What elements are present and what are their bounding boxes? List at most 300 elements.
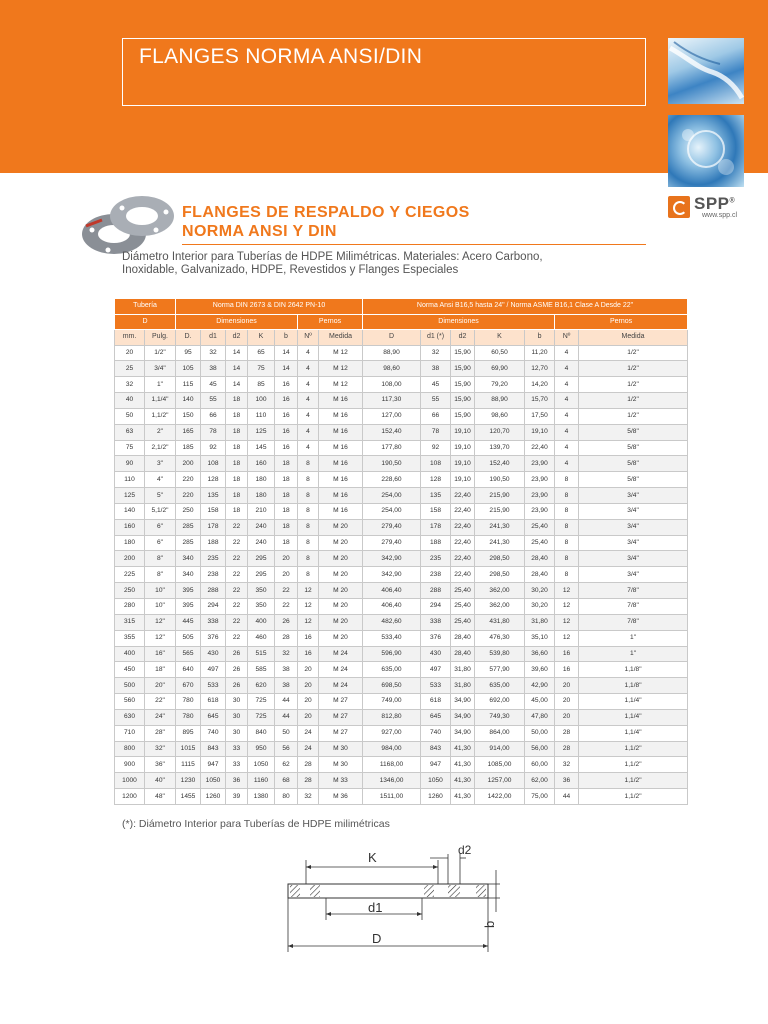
table-cell: 692,00 [475, 694, 525, 710]
table-cell: 1422,00 [475, 789, 525, 805]
table-row [115, 424, 688, 440]
table-cell: 1,1/2" [579, 757, 688, 773]
header-ansi: Norma Ansi B16,5 hasta 24" / Norma ASME B16,1 Clase A Desde 22" [363, 299, 688, 315]
table-cell: 50 [275, 725, 298, 741]
table-cell: 200 [115, 551, 145, 567]
table-cell: 22,40 [451, 535, 475, 551]
table-cell: 12 [555, 630, 579, 646]
table-cell: 177,80 [363, 440, 421, 456]
table-row [115, 440, 688, 456]
table-cell: 47,80 [525, 709, 555, 725]
table-cell: 38 [275, 662, 298, 678]
table-cell: 12 [555, 583, 579, 599]
table-body [115, 345, 688, 804]
table-cell: 241,30 [475, 535, 525, 551]
table-cell: 295 [248, 551, 275, 567]
water-bubbles-icon [668, 115, 744, 187]
table-cell: 25,40 [525, 535, 555, 551]
table-cell: 12 [555, 614, 579, 630]
table-row [115, 488, 688, 504]
table-header-row-2 [115, 314, 688, 330]
table-cell: 20 [298, 709, 319, 725]
table-row [115, 646, 688, 662]
table-row [115, 741, 688, 757]
table-cell: M 16 [319, 440, 363, 456]
table-cell: 105 [176, 361, 201, 377]
table-cell: 28 [298, 773, 319, 789]
table-cell: M 20 [319, 599, 363, 615]
table-cell: 16 [555, 662, 579, 678]
table-cell: 315 [115, 614, 145, 630]
table-cell: 395 [176, 599, 201, 615]
table-cell: 1115 [176, 757, 201, 773]
table-cell: 62,00 [525, 773, 555, 789]
table-cell: 800 [115, 741, 145, 757]
column-header: Pulg. [145, 330, 176, 346]
table-cell: 40 [115, 393, 145, 409]
section-title-line2: NORMA ANSI Y DIN [182, 223, 337, 240]
table-cell: 75 [115, 440, 145, 456]
table-cell: 30 [226, 709, 248, 725]
spp-logo [668, 194, 748, 222]
table-cell: 50,00 [525, 725, 555, 741]
table-cell: 32 [555, 757, 579, 773]
table-cell: 36" [145, 757, 176, 773]
table-cell: 238 [201, 567, 226, 583]
table-cell: 19,10 [451, 472, 475, 488]
table-cell: 15,70 [525, 393, 555, 409]
table-row [115, 599, 688, 615]
table-cell: 20 [298, 662, 319, 678]
table-cell: 3/4" [145, 361, 176, 377]
table-row [115, 630, 688, 646]
table-cell: 22 [226, 551, 248, 567]
table-cell: 338 [201, 614, 226, 630]
table-cell: 295 [248, 567, 275, 583]
table-cell: 241,30 [475, 519, 525, 535]
table-cell: 4 [555, 393, 579, 409]
table-cell: 16 [275, 408, 298, 424]
table-cell: 864,00 [475, 725, 525, 741]
table-cell: 4 [298, 393, 319, 409]
table-cell: 228,60 [363, 472, 421, 488]
table-cell: 338 [421, 614, 451, 630]
table-cell: 984,00 [363, 741, 421, 757]
table-cell: 400 [115, 646, 145, 662]
table-cell: 22,40 [451, 503, 475, 519]
table-cell: 28 [298, 757, 319, 773]
table-cell: M 20 [319, 535, 363, 551]
table-cell: 108 [421, 456, 451, 472]
table-cell: M 16 [319, 503, 363, 519]
table-cell: 75,00 [525, 789, 555, 805]
table-cell: 840 [248, 725, 275, 741]
table-cell: 1346,00 [363, 773, 421, 789]
table-cell: 8 [298, 472, 319, 488]
table-cell: 14 [226, 361, 248, 377]
table-cell: 4 [298, 345, 319, 361]
table-cell: 20 [275, 567, 298, 583]
table-cell: 4 [555, 361, 579, 377]
table-cell: 26 [226, 646, 248, 662]
table-row [115, 377, 688, 393]
table-cell: 431,80 [475, 614, 525, 630]
table-cell: 12 [298, 614, 319, 630]
diagram-label-k: K [368, 850, 377, 865]
table-cell: 342,90 [363, 567, 421, 583]
table-cell: 505 [176, 630, 201, 646]
column-header: d1 [201, 330, 226, 346]
table-cell: 298,50 [475, 551, 525, 567]
logo-url: www.spp.cl [702, 212, 738, 219]
table-cell: 1085,00 [475, 757, 525, 773]
table-cell: 18 [226, 424, 248, 440]
table-cell: M 12 [319, 377, 363, 393]
column-header: D [363, 330, 421, 346]
table-cell: 8 [298, 519, 319, 535]
table-cell: 63 [115, 424, 145, 440]
table-cell: 2" [145, 424, 176, 440]
table-cell: M 16 [319, 424, 363, 440]
table-cell: 670 [176, 678, 201, 694]
table-cell: 215,90 [475, 488, 525, 504]
table-row [115, 408, 688, 424]
table-cell: 30 [226, 725, 248, 741]
table-cell: 190,50 [363, 456, 421, 472]
table-cell: 900 [115, 757, 145, 773]
table-row [115, 472, 688, 488]
table-cell: 38 [421, 361, 451, 377]
table-cell: 44 [275, 694, 298, 710]
table-cell: 32 [115, 377, 145, 393]
table-cell: 620 [248, 678, 275, 694]
table-cell: 927,00 [363, 725, 421, 741]
table-cell: 188 [421, 535, 451, 551]
table-cell: 740 [421, 725, 451, 741]
table-cell: M 24 [319, 646, 363, 662]
table-cell: 24 [298, 725, 319, 741]
table-cell: 178 [421, 519, 451, 535]
table-cell: 92 [421, 440, 451, 456]
table-cell: 4 [298, 361, 319, 377]
header-banner [0, 0, 768, 173]
table-cell: 497 [421, 662, 451, 678]
table-cell: 285 [176, 519, 201, 535]
table-cell: M 24 [319, 662, 363, 678]
table-cell: 1" [579, 646, 688, 662]
table-cell: 128 [201, 472, 226, 488]
table-cell: 22 [226, 599, 248, 615]
table-cell: 98,60 [475, 408, 525, 424]
table-cell: 45 [421, 377, 451, 393]
table-cell: 10" [145, 599, 176, 615]
header-din: Norma DIN 2673 & DIN 2642 PN-10 [176, 299, 363, 315]
table-cell: 698,50 [363, 678, 421, 694]
table-cell: 220 [176, 472, 201, 488]
column-header: Medida [319, 330, 363, 346]
column-header: b [525, 330, 555, 346]
table-cell: 240 [248, 519, 275, 535]
table-cell: M 16 [319, 472, 363, 488]
table-cell: 596,90 [363, 646, 421, 662]
table-cell: 19,10 [525, 424, 555, 440]
table-cell: 41,30 [451, 789, 475, 805]
table-cell: 28,40 [525, 567, 555, 583]
table-cell: M 12 [319, 345, 363, 361]
table-cell: 160 [115, 519, 145, 535]
table-cell: 20 [555, 694, 579, 710]
table-row [115, 567, 688, 583]
table-cell: 1455 [176, 789, 201, 805]
column-header: K [475, 330, 525, 346]
table-cell: 18 [226, 456, 248, 472]
table-cell: 139,70 [475, 440, 525, 456]
table-cell: 3/4" [579, 488, 688, 504]
table-cell: 32 [201, 345, 226, 361]
table-cell: 294 [201, 599, 226, 615]
table-cell: 18 [275, 456, 298, 472]
table-cell: 152,40 [475, 456, 525, 472]
table-cell: 1168,00 [363, 757, 421, 773]
table-cell: 22,40 [525, 440, 555, 456]
water-photo-bottom [668, 115, 744, 187]
table-cell: 45 [201, 377, 226, 393]
table-cell: 497 [201, 662, 226, 678]
table-cell: 645 [421, 709, 451, 725]
table-cell: 28,40 [525, 551, 555, 567]
diagram-label-d: D [372, 931, 382, 946]
table-row [115, 503, 688, 519]
table-cell: 342,90 [363, 551, 421, 567]
table-cell: 135 [421, 488, 451, 504]
table-cell: 4 [555, 424, 579, 440]
table-cell: 4 [298, 408, 319, 424]
table-cell: 25 [115, 361, 145, 377]
table-cell: 780 [176, 694, 201, 710]
table-cell: 725 [248, 709, 275, 725]
table-cell: 36 [555, 773, 579, 789]
table-cell: 780 [176, 709, 201, 725]
table-cell: 178 [201, 519, 226, 535]
table-cell: 23,90 [525, 503, 555, 519]
table-cell: 16 [275, 393, 298, 409]
table-cell: 350 [248, 599, 275, 615]
table-cell: 1,1/2" [145, 408, 176, 424]
table-cell: 11,20 [525, 345, 555, 361]
table-cell: 280 [115, 599, 145, 615]
table-cell: 8 [555, 535, 579, 551]
table-cell: 55 [421, 393, 451, 409]
table-cell: 288 [421, 583, 451, 599]
column-header: b [275, 330, 298, 346]
table-cell: 60,50 [475, 345, 525, 361]
table-cell: 42,90 [525, 678, 555, 694]
table-cell: 1380 [248, 789, 275, 805]
table-row [115, 345, 688, 361]
column-header: D. [176, 330, 201, 346]
table-cell: 18 [226, 503, 248, 519]
table-row [115, 535, 688, 551]
table-cell: 376 [421, 630, 451, 646]
table-cell: 125 [115, 488, 145, 504]
table-cell: 18 [275, 519, 298, 535]
table-cell: 482,60 [363, 614, 421, 630]
table-cell: 128 [421, 472, 451, 488]
table-cell: 26 [226, 662, 248, 678]
table-cell: 18 [275, 503, 298, 519]
table-cell: 30 [226, 694, 248, 710]
table-row [115, 662, 688, 678]
table-cell: M 16 [319, 393, 363, 409]
table-cell: 22 [226, 614, 248, 630]
table-row [115, 694, 688, 710]
table-cell: M 27 [319, 694, 363, 710]
table-cell: 340 [176, 551, 201, 567]
table-cell: 127,00 [363, 408, 421, 424]
table-cell: 16 [298, 646, 319, 662]
table-cell: 1200 [115, 789, 145, 805]
table-cell: 19,10 [451, 440, 475, 456]
table-cell: 362,00 [475, 583, 525, 599]
table-cell: 577,90 [475, 662, 525, 678]
table-cell: 19,10 [451, 424, 475, 440]
table-cell: 165 [176, 424, 201, 440]
table-cell: 90 [115, 456, 145, 472]
table-cell: 26 [275, 614, 298, 630]
table-cell: 33 [226, 741, 248, 757]
table-cell: 24 [298, 741, 319, 757]
table-cell: 635,00 [363, 662, 421, 678]
table-cell: 28" [145, 725, 176, 741]
column-header: Nº [555, 330, 579, 346]
table-cell: 19,10 [451, 456, 475, 472]
table-cell: 8" [145, 567, 176, 583]
table-cell: 7/8" [579, 583, 688, 599]
table-cell: 18 [275, 488, 298, 504]
table-cell: 8 [555, 472, 579, 488]
table-cell: 1260 [421, 789, 451, 805]
table-cell: 125 [248, 424, 275, 440]
table-cell: 450 [115, 662, 145, 678]
water-photo-icon [668, 38, 744, 104]
table-cell: 1050 [248, 757, 275, 773]
table-cell: 120,70 [475, 424, 525, 440]
table-cell: 17,50 [525, 408, 555, 424]
table-cell: 158 [421, 503, 451, 519]
table-cell: 20 [555, 709, 579, 725]
flange-spec-table [114, 298, 688, 805]
table-cell: 1,1/2" [579, 773, 688, 789]
table-cell: 78 [421, 424, 451, 440]
table-row [115, 456, 688, 472]
table-cell: 22" [145, 694, 176, 710]
table-cell: 1" [579, 630, 688, 646]
table-cell: 15,90 [451, 345, 475, 361]
table-cell: 406,40 [363, 583, 421, 599]
table-cell: 92 [201, 440, 226, 456]
table-cell: 812,80 [363, 709, 421, 725]
table-cell: 18 [226, 440, 248, 456]
table-cell: 1/2" [579, 377, 688, 393]
table-cell: 515 [248, 646, 275, 662]
column-header: mm. [115, 330, 145, 346]
table-cell: 38 [201, 361, 226, 377]
table-cell: 180 [248, 472, 275, 488]
table-cell: 914,00 [475, 741, 525, 757]
table-cell: 16 [275, 424, 298, 440]
table-cell: 476,30 [475, 630, 525, 646]
table-cell: 14 [226, 377, 248, 393]
table-cell: M 20 [319, 614, 363, 630]
table-cell: 7/8" [579, 599, 688, 615]
table-row [115, 678, 688, 694]
table-cell: 395 [176, 583, 201, 599]
column-header: d2 [451, 330, 475, 346]
table-cell: 41,30 [451, 741, 475, 757]
table-cell: 26 [226, 678, 248, 694]
table-cell: 62 [275, 757, 298, 773]
table-cell: 79,20 [475, 377, 525, 393]
table-cell: 8 [555, 488, 579, 504]
table-cell: 1015 [176, 741, 201, 757]
table-cell: M 27 [319, 709, 363, 725]
table-cell: 160 [248, 456, 275, 472]
table-cell: 12" [145, 614, 176, 630]
table-cell: 18" [145, 662, 176, 678]
table-cell: 108,00 [363, 377, 421, 393]
table-cell: M 20 [319, 630, 363, 646]
table-cell: 5/8" [579, 440, 688, 456]
table-cell: 22 [275, 599, 298, 615]
table-row [115, 789, 688, 805]
section-description [122, 251, 562, 277]
table-cell: 4 [298, 377, 319, 393]
table-cell: 288 [201, 583, 226, 599]
table-cell: 5/8" [579, 456, 688, 472]
page-title: FLANGES NORMA ANSI/DIN [139, 45, 423, 68]
table-cell: 23,90 [525, 472, 555, 488]
column-header: Medida [579, 330, 688, 346]
table-cell: 18 [226, 408, 248, 424]
table-cell: 24" [145, 709, 176, 725]
table-cell: 22 [226, 630, 248, 646]
table-cell: 533 [421, 678, 451, 694]
section-title-line1: FLANGES DE RESPALDO Y CIEGOS [182, 204, 470, 221]
table-cell: 32 [298, 789, 319, 805]
table-cell: 4 [555, 440, 579, 456]
table-cell: 3/4" [579, 551, 688, 567]
table-cell: 10" [145, 583, 176, 599]
table-cell: 30,20 [525, 599, 555, 615]
table-cell: 4 [555, 456, 579, 472]
table-cell: 25,40 [451, 614, 475, 630]
table-cell: 1,1/2" [579, 741, 688, 757]
table-cell: 15,90 [451, 393, 475, 409]
table-cell: 31,80 [451, 662, 475, 678]
table-cell: 8 [555, 519, 579, 535]
table-cell: 34,90 [451, 694, 475, 710]
table-cell: 3" [145, 456, 176, 472]
table-cell: 85 [248, 377, 275, 393]
table-cell: 8 [555, 503, 579, 519]
table-cell: 20 [298, 694, 319, 710]
table-cell: 8 [298, 456, 319, 472]
table-cell: 12,70 [525, 361, 555, 377]
table-cell: 44 [275, 709, 298, 725]
table-cell: 6" [145, 535, 176, 551]
table-cell: 8 [555, 567, 579, 583]
table-cell: 14 [275, 361, 298, 377]
